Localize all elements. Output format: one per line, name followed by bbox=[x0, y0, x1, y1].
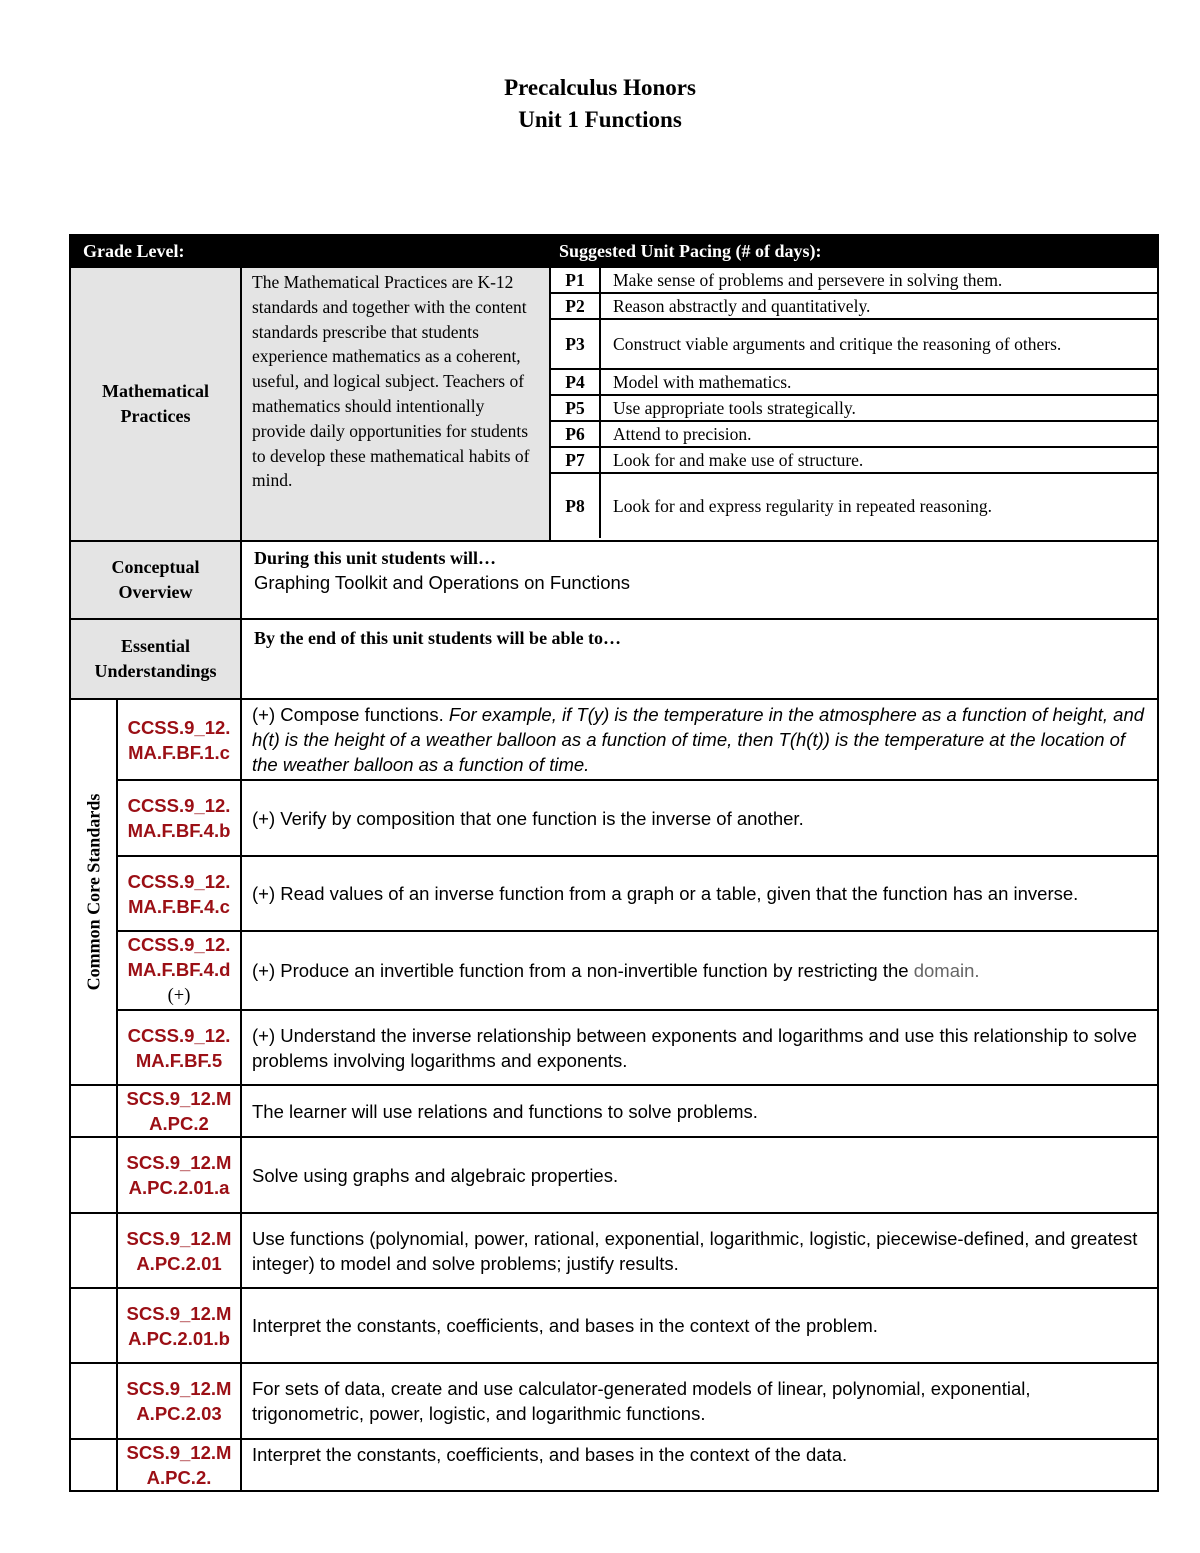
standard-text: (+) Read values of an inverse function from a graph or a table, given that the function has an inverse. bbox=[241, 856, 1158, 931]
grade-level-header: Grade Level: bbox=[70, 235, 550, 267]
state-standard-code: SCS.9_12.MA.PC.2.01.a bbox=[117, 1137, 241, 1213]
state-standard-text: Interpret the constants, coefficients, and bases in the context of the data. bbox=[241, 1439, 1158, 1491]
state-standard-text: For sets of data, create and use calculator-generated models of linear, polynomial, exponential, trigonometric, power, logistic, and logarithmic functions. bbox=[241, 1363, 1158, 1439]
conceptual-overview-row bbox=[70, 541, 1158, 619]
math-practices-label-line2: Practices bbox=[120, 406, 191, 426]
practice-row bbox=[551, 369, 1157, 395]
standard-code: CCSS.9_12.MA.F.BF.1.c bbox=[117, 699, 241, 780]
standard-code-suffix: (+) bbox=[167, 986, 191, 1006]
empty-cell bbox=[70, 1085, 117, 1137]
practice-row bbox=[551, 421, 1157, 447]
standard-code-cell bbox=[117, 931, 241, 1010]
state-standard-text: Use functions (polynomial, power, rational, exponential, logarithmic, logistic, piecewise-defined, and greatest integer) to model and solve problems; justify results. bbox=[241, 1213, 1158, 1288]
standard-code: CCSS.9_12.MA.F.BF.4.c bbox=[117, 856, 241, 931]
standard-code: CCSS.9_12.MA.F.BF.4.d bbox=[127, 934, 231, 980]
document-subtitle: Unit 1 Functions bbox=[518, 107, 682, 132]
empty-cell bbox=[70, 1288, 117, 1363]
standard-text-gray: domain. bbox=[913, 960, 980, 981]
state-standard-text: Interpret the constants, coefficients, and bases in the context of the problem. bbox=[241, 1288, 1158, 1363]
document-title: Precalculus Honors bbox=[504, 75, 696, 100]
math-practices-row bbox=[70, 267, 1158, 541]
standard-row bbox=[70, 699, 1158, 780]
state-standard-code: SCS.9_12.MA.PC.2. bbox=[117, 1439, 241, 1491]
practice-text: Make sense of problems and persevere in solving them. bbox=[600, 268, 1157, 293]
practice-row bbox=[551, 319, 1157, 369]
practice-text: Attend to precision. bbox=[600, 421, 1157, 447]
essential-understandings-label-line1: Essential bbox=[120, 636, 190, 656]
standard-text: (+) Verify by composition that one function is the inverse of another. bbox=[241, 780, 1158, 856]
state-standard-row bbox=[70, 1439, 1158, 1491]
math-practices-description: The Mathematical Practices are K-12 standards and together with the content standards prescribe that students experience mathematics as a coherent, useful, and logical subject. Teachers of mathematics should intentionally provide daily opportunities for students to develop these mathematical habits of mind. bbox=[241, 267, 550, 541]
state-standard-row bbox=[70, 1288, 1158, 1363]
practice-text: Use appropriate tools strategically. bbox=[600, 395, 1157, 421]
standard-row bbox=[70, 856, 1158, 931]
standard-row bbox=[70, 1010, 1158, 1085]
standard-text-plain: (+) Produce an invertible function from a non-invertible function by restricting the bbox=[252, 960, 914, 981]
conceptual-overview-label-line2: Overview bbox=[118, 582, 193, 602]
practice-text: Construct viable arguments and critique the reasoning of others. bbox=[600, 319, 1157, 369]
practice-code: P8 bbox=[551, 473, 600, 538]
practice-row bbox=[551, 447, 1157, 473]
practice-text: Look for and make use of structure. bbox=[600, 447, 1157, 473]
essential-understandings-label bbox=[70, 619, 241, 699]
practice-code: P6 bbox=[551, 421, 600, 447]
common-core-label: Common Core Standards bbox=[83, 793, 103, 991]
empty-cell bbox=[70, 1213, 117, 1288]
math-practices-label bbox=[70, 267, 241, 541]
practice-row bbox=[551, 473, 1157, 538]
state-standard-row bbox=[70, 1137, 1158, 1213]
state-standard-row bbox=[70, 1085, 1158, 1137]
essential-understandings-row bbox=[70, 619, 1158, 699]
empty-cell bbox=[70, 1439, 117, 1491]
conceptual-overview-content bbox=[241, 541, 1158, 619]
standard-text bbox=[241, 699, 1158, 780]
practices-list bbox=[551, 268, 1157, 538]
standard-text bbox=[241, 931, 1158, 1010]
common-core-label-cell bbox=[70, 699, 117, 1085]
standard-row bbox=[70, 780, 1158, 856]
essential-understandings-content bbox=[241, 619, 1158, 699]
essential-understandings-label-line2: Understandings bbox=[94, 661, 217, 681]
standard-code: CCSS.9_12.MA.F.BF.4.b bbox=[117, 780, 241, 856]
practice-text: Reason abstractly and quantitatively. bbox=[600, 293, 1157, 319]
state-standard-code: SCS.9_12.MA.PC.2.03 bbox=[117, 1363, 241, 1439]
practice-text: Model with mathematics. bbox=[600, 369, 1157, 395]
standard-code: CCSS.9_12.MA.F.BF.5 bbox=[117, 1010, 241, 1085]
practice-code: P3 bbox=[551, 319, 600, 369]
standard-text-example: For example, if T(y) is the temperature in the atmosphere as a function of height, and h(t) is the height of a weather balloon as a function of time, then T(h(t)) is the temperature at the location of the weather balloon as a function of time. bbox=[252, 704, 1145, 775]
conceptual-overview-text: Graphing Toolkit and Operations on Functions bbox=[254, 572, 631, 593]
state-standard-row bbox=[70, 1363, 1158, 1439]
unit-plan-table bbox=[69, 234, 1159, 1492]
state-standard-code: SCS.9_12.MA.PC.2.01.b bbox=[117, 1288, 241, 1363]
essential-understandings-lead: By the end of this unit students will be able to… bbox=[254, 628, 622, 648]
empty-cell bbox=[70, 1363, 117, 1439]
conceptual-overview-lead: During this unit students will… bbox=[254, 548, 497, 568]
standard-text: (+) Understand the inverse relationship between exponents and logarithms and use this relationship to solve problems involving logarithms and exponents. bbox=[241, 1010, 1158, 1085]
conceptual-overview-label bbox=[70, 541, 241, 619]
state-standard-row bbox=[70, 1213, 1158, 1288]
math-practices-label-line1: Mathematical bbox=[102, 381, 209, 401]
empty-cell bbox=[70, 1137, 117, 1213]
pacing-header: Suggested Unit Pacing (# of days): bbox=[550, 235, 1158, 267]
state-standard-code: SCS.9_12.MA.PC.2 bbox=[117, 1085, 241, 1137]
practice-row bbox=[551, 395, 1157, 421]
practice-code: P7 bbox=[551, 447, 600, 473]
practice-code: P4 bbox=[551, 369, 600, 395]
standard-row bbox=[70, 931, 1158, 1010]
practice-row bbox=[551, 293, 1157, 319]
state-standard-code: SCS.9_12.MA.PC.2.01 bbox=[117, 1213, 241, 1288]
practice-code: P2 bbox=[551, 293, 600, 319]
standard-text-plain: (+) Compose functions. bbox=[252, 704, 449, 725]
practice-code: P5 bbox=[551, 395, 600, 421]
practices-list-cell bbox=[550, 267, 1158, 541]
state-standard-text: The learner will use relations and functions to solve problems. bbox=[241, 1085, 1158, 1137]
conceptual-overview-label-line1: Conceptual bbox=[111, 557, 200, 577]
practice-code: P1 bbox=[551, 268, 600, 293]
header-row bbox=[70, 235, 1158, 267]
practice-row bbox=[551, 268, 1157, 293]
practice-text: Look for and express regularity in repeated reasoning. bbox=[613, 496, 993, 516]
state-standard-text: Solve using graphs and algebraic properties. bbox=[241, 1137, 1158, 1213]
